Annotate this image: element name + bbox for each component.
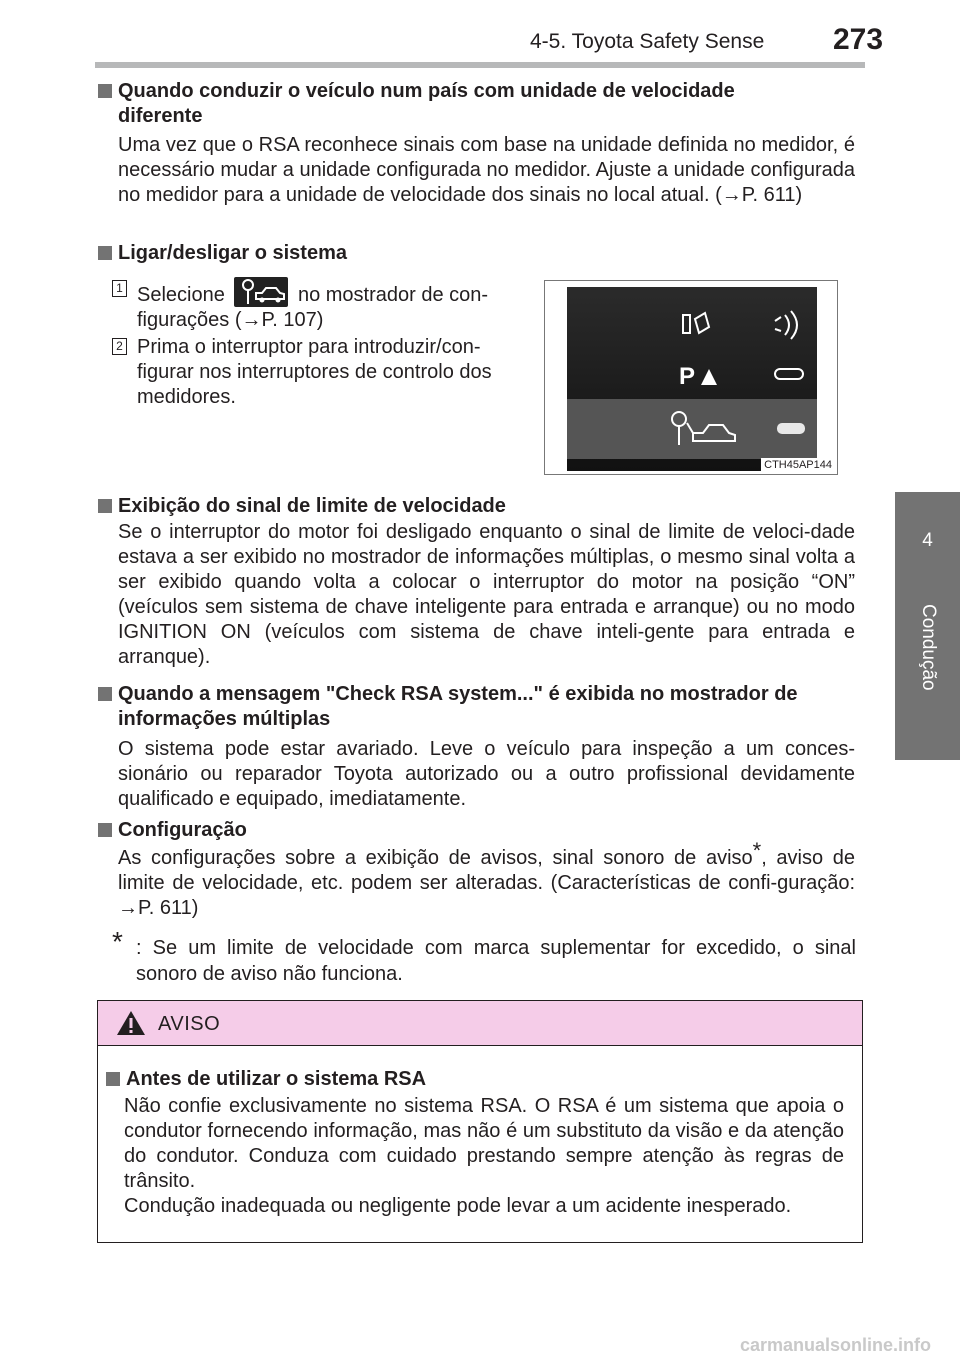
square-bullet-icon <box>106 1072 120 1086</box>
settings-display-figure <box>544 280 838 475</box>
heading-text: Quando conduzir o veículo num país com unidade de velocidade <box>118 80 735 102</box>
footnote-text: : Se um limite de velocidade com marca suplementar for excedido, o sinal sonoro de aviso não funciona. <box>136 937 856 985</box>
square-bullet-icon <box>98 687 112 701</box>
heading-text: Ligar/desligar o sistema <box>118 242 347 264</box>
heading-configuration <box>98 818 863 843</box>
chapter-number: 4 <box>922 530 933 551</box>
heading-display <box>98 494 863 519</box>
section-title: 4-5. Toyota Safety Sense <box>530 30 765 53</box>
heading-toggle <box>98 241 863 266</box>
figure-p-label: P <box>679 363 696 390</box>
square-bullet-icon <box>98 246 112 260</box>
heading-text: Quando a mensagem "Check RSA system..." é exibida no mostrador de <box>118 683 798 705</box>
footnote-star: * <box>112 926 123 957</box>
footnote-marker: * <box>752 838 762 863</box>
warning-paragraph <box>124 1094 844 1219</box>
config-text-before: As configurações sobre a exibição de avisos, sinal sonoro de aviso <box>118 847 753 869</box>
square-bullet-icon <box>98 823 112 837</box>
step-2-text: Prima o interruptor para introduzir/con-figurar nos interruptores de controlo dos medidores. <box>137 336 492 408</box>
chapter-label: Condução <box>918 604 939 691</box>
figure-code: CTH45AP144 <box>761 458 835 472</box>
warning-triangle-icon <box>116 1010 146 1036</box>
heading-text-cont: diferente <box>118 105 203 127</box>
warning-heading <box>106 1067 426 1092</box>
page-number: 273 <box>833 23 884 56</box>
paragraph-configuration <box>118 838 856 921</box>
warning-text-1: Não confie exclusivamente no sistema RSA. O RSA é um sistema que apoia o condutor fornecendo informação, mas não é um substituto da visão e da atenção do condutor. Conduza com cuidado prestando sempre atenção às regras de trânsito. <box>124 1095 844 1192</box>
step-1-text-after: no mostrador de con-figurações (→P. 107) <box>137 284 489 331</box>
paragraph-display: Se o interruptor do motor foi desligado enquanto o sinal de limite de veloci-dade estava a ser exibido no mostrador de informações múltiplas, o mesmo sinal volta a ser exibido quando volta a colocar o interruptor do motor na posição “ON” (veículos sem sistema de chave inteligente para entrada e arranque) ou no modo IGNITION ON (veículos com sistema de chave inteli-gente para entrada e arranque). <box>118 521 855 668</box>
header-rule <box>95 62 865 68</box>
warning-text-2: Condução inadequada ou negligente pode levar a um acidente inesperado. <box>124 1195 792 1217</box>
heading-text: Exibição do sinal de limite de velocidade <box>118 495 506 517</box>
paragraph-speed-unit: Uma vez que o RSA reconhece sinais com base na unidade definida no medidor, é necessário mudar a unidade configurada no medidor. Ajuste a unidade configurada no medidor para a unidade de velocidade dos sinais no local atual. (→P. 611) <box>118 134 855 206</box>
config-text-after: , aviso de limite de velocidade, etc. podem ser alteradas. (Características de confi-guração: →P. 611) <box>118 847 856 919</box>
watermark: carmanualsonline.info <box>740 1335 932 1355</box>
heading-speed-unit <box>98 79 863 129</box>
step-1-text <box>137 277 522 333</box>
settings-screen <box>567 287 817 471</box>
warning-box <box>97 1000 863 1243</box>
page-header <box>0 0 960 72</box>
heading-check-message <box>98 682 863 732</box>
warning-title-bar <box>98 1001 862 1046</box>
heading-text-cont: informações múltiplas <box>118 708 331 730</box>
step-number-1: 1 <box>112 280 127 297</box>
rsa-sign-car-icon <box>234 277 288 307</box>
square-bullet-icon <box>98 84 112 98</box>
paragraph-check-message: O sistema pode estar avariado. Leve o veículo para inspeção a um conces-sionário ou reparador Toyota autorizado ou a outro profissional devidamente qualificado e equipado, imediatamente. <box>118 738 855 810</box>
chapter-side-tab[interactable] <box>895 492 960 760</box>
heading-text: Configuração <box>118 819 247 841</box>
warning-heading-text: Antes de utilizar o sistema RSA <box>126 1068 427 1090</box>
step-1-text-before: Selecione <box>137 284 225 306</box>
step-number-2: 2 <box>112 338 127 355</box>
square-bullet-icon <box>98 499 112 513</box>
warning-title: AVISO <box>158 1013 221 1035</box>
